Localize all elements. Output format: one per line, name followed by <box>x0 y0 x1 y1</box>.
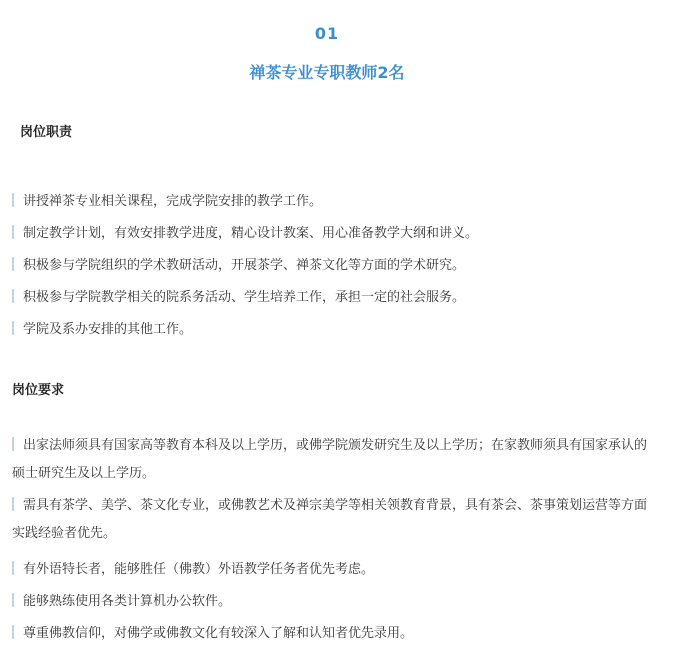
quote-bar <box>12 289 14 303</box>
requirements-heading: 岗位要求 <box>12 383 65 398</box>
list-item <box>12 220 652 248</box>
list-item <box>12 188 652 216</box>
list-item-text: 需具有茶学、美学、茶文化专业，或佛教艺术及禅宗美学等相关领教育背景，具有茶会、茶事策划运营等方面实践经验者优先。 <box>12 498 648 541</box>
list-item-text: 能够熟练使用各类计算机办公软件。 <box>23 594 232 609</box>
list-item <box>12 620 652 648</box>
quote-bar <box>12 497 14 511</box>
list-item <box>12 284 652 312</box>
quote-bar <box>12 561 14 575</box>
list-item-text: 出家法师须具有国家高等教育本科及以上学历，或佛学院颁发研究生及以上学历；在家教师须具有国家承认的硕士研究生及以上学历。 <box>12 438 648 481</box>
quote-bar <box>12 225 14 239</box>
list-item-text: 有外语特长者，能够胜任（佛教）外语教学任务者优先考虑。 <box>23 562 375 577</box>
list-item-text: 讲授禅茶专业相关课程，完成学院安排的教学工作。 <box>23 194 323 209</box>
list-item-text: 制定教学计划，有效安排教学进度，精心设计教案、用心准备教学大纲和讲义。 <box>23 226 479 241</box>
quote-bar <box>12 321 14 335</box>
section-number: 01 <box>314 24 340 43</box>
list-item-text: 积极参与学院教学相关的院系务活动、学生培养工作，承担一定的社会服务。 <box>23 290 466 305</box>
quote-bar <box>12 593 14 607</box>
duties-heading: 岗位职责 <box>20 125 73 140</box>
list-item <box>12 432 652 488</box>
list-item <box>12 252 652 280</box>
list-item <box>12 556 652 584</box>
list-item <box>12 588 652 616</box>
list-item-text: 学院及系办安排的其他工作。 <box>23 322 193 337</box>
page-title: 禅茶专业专职教师2名 <box>249 63 405 82</box>
list-item <box>12 316 652 344</box>
quote-bar <box>12 193 14 207</box>
list-item-text: 积极参与学院组织的学术教研活动，开展茶学、禅茶文化等方面的学术研究。 <box>23 258 466 273</box>
list-item <box>12 492 652 548</box>
quote-bar <box>12 625 14 639</box>
list-item-text: 尊重佛教信仰，对佛学或佛教文化有较深入了解和认知者优先录用。 <box>23 626 414 641</box>
quote-bar <box>12 437 14 451</box>
quote-bar <box>12 257 14 271</box>
